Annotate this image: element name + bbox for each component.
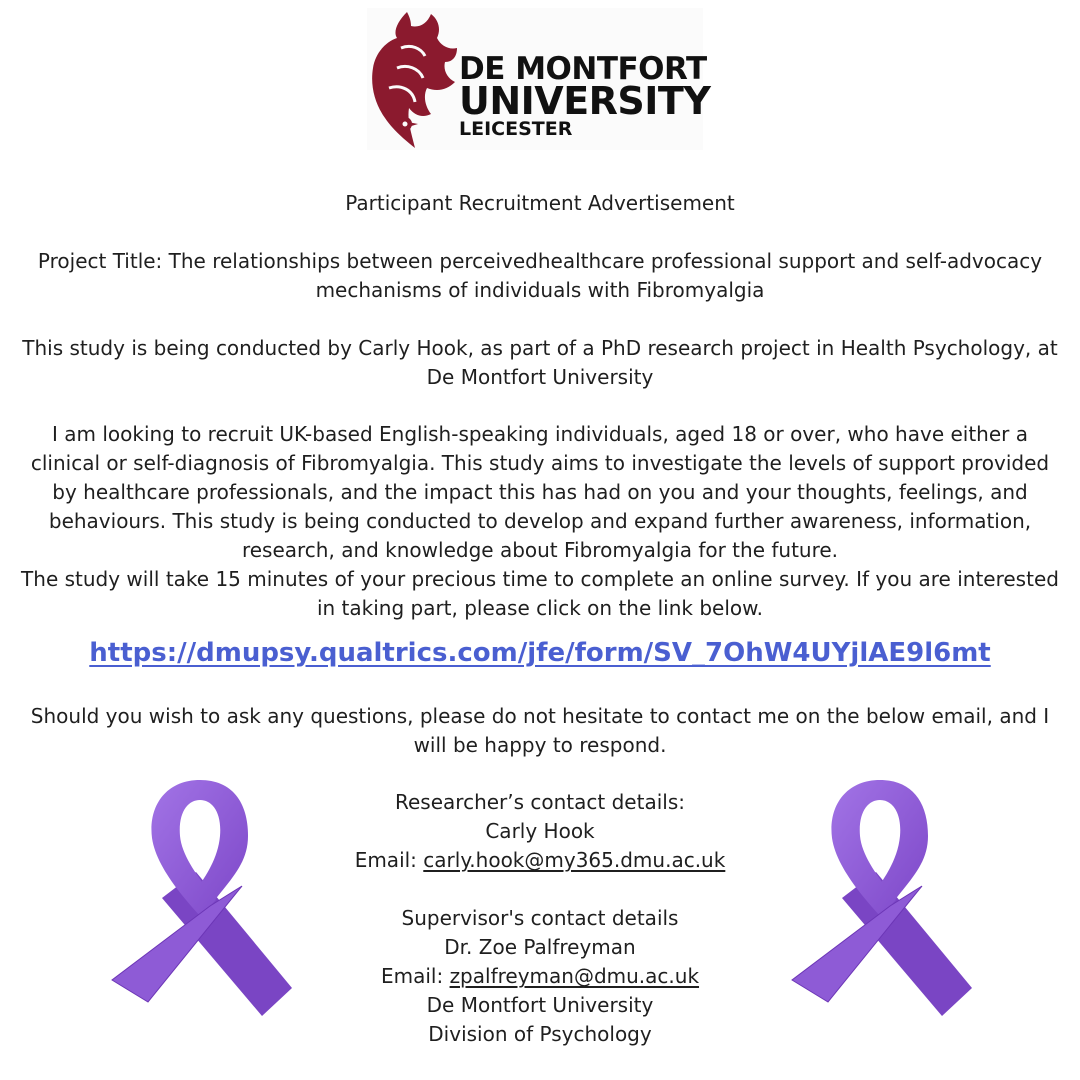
conducted-by-text: This study is being conducted by Carly Hook, as part of a PhD research project in Health Psychology, at De Montfort University — [22, 336, 1058, 389]
time-text: The study will take 15 minutes of your precious time to complete an online survey. If you are interested in taking part, please click on the link below. — [21, 567, 1059, 620]
supervisor-email-line — [290, 962, 790, 991]
logo-line-university: UNIVERSITY — [459, 79, 711, 123]
awareness-ribbon-icon — [784, 776, 976, 1022]
supervisor-heading: Supervisor's contact details — [401, 906, 679, 930]
questions-text: Should you wish to ask any questions, please do not hesitate to contact me on the below email, and I will be happy to respond. — [30, 704, 1050, 757]
supervisor-university: De Montfort University — [426, 993, 654, 1017]
supervisor-email-label: Email: — [380, 964, 450, 988]
lion-crest-icon — [367, 8, 459, 150]
awareness-ribbon-icon — [104, 776, 296, 1022]
researcher-heading: Researcher’s contact details: — [395, 790, 685, 814]
supervisor-name: Dr. Zoe Palfreyman — [444, 935, 636, 959]
researcher-name: Carly Hook — [485, 819, 595, 843]
contact-details — [290, 788, 790, 1049]
supervisor-division: Division of Psychology — [428, 1022, 652, 1046]
logo-line-de-montfort: DE MONTFORT — [459, 51, 707, 87]
supervisor-email-link[interactable]: zpalfreyman@dmu.ac.uk — [449, 964, 700, 988]
project-title: Project Title: The relationships between perceivedhealthcare professional support and self-advocacy mechanisms of individuals with Fibromyalgia — [37, 249, 1043, 302]
survey-link[interactable]: https://dmupsy.qualtrics.com/jfe/form/SV_7OhW4UYjlAE9l6mt — [89, 638, 991, 668]
recruit-text: I am looking to recruit UK-based English-speaking individuals, aged 18 or over, who have either a clinical or self-diagnosis of Fibromyalgia. This study aims to investigate the levels of support provided by healthcare professionals, and the impact this has had on you and your thoughts, feelings, and behaviours. This study is being conducted to develop and expand further awareness, information, research, and knowledge about Fibromyalgia for the future. — [30, 422, 1050, 562]
researcher-email-line — [290, 846, 790, 875]
logo-line-leicester: LEICESTER — [459, 118, 573, 140]
university-logo — [367, 8, 711, 150]
researcher-email-link[interactable]: carly.hook@my365.dmu.ac.uk — [423, 848, 726, 872]
researcher-email-label: Email: — [354, 848, 424, 872]
page-heading: Participant Recruitment Advertisement — [345, 191, 735, 215]
